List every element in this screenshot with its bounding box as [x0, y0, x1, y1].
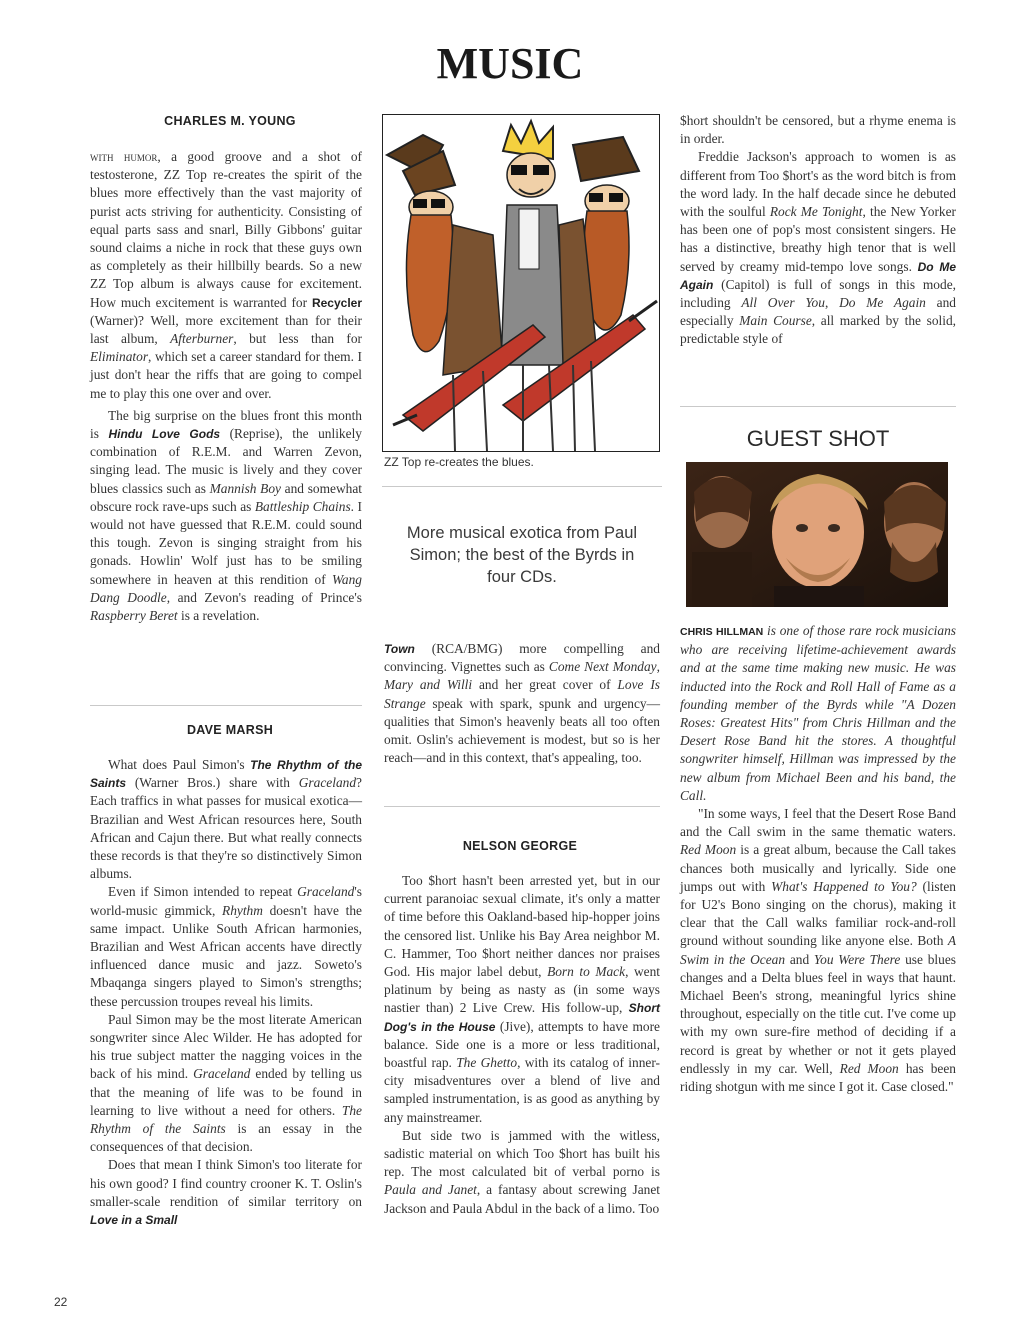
text-run: doesn't have the same impact. Unlike South African harmonies, Brazilian and West African accents have directly influenced dance music and jazz. Soweto's Mbaqanga singers played to Simon's strengths; these percussion troupes reveal his limits. [90, 902, 362, 1009]
text-run: , went platinum by being as nasty as (in some ways nastier than) 2 Live Crew. His follow-up, [384, 964, 660, 1016]
text-run: Even if Simon intended to repeat [108, 884, 298, 900]
text-run: is an essay in the consequences of that decision. [90, 1121, 362, 1155]
byline-george: NELSON GEORGE [462, 839, 578, 853]
album-title: Hindu Love Gods [108, 427, 221, 442]
text-run: (Warner)? Well, more excitement than for their last album, [90, 312, 362, 347]
text-run: , but less than for [233, 331, 362, 347]
song-title: Mannish Boy [209, 480, 281, 496]
text-run: , [824, 295, 840, 311]
paragraph [90, 148, 362, 403]
zz-top-cartoon-image [383, 115, 659, 451]
song-title: Love Is Strange [384, 677, 660, 711]
album-title: Town [384, 642, 415, 656]
text-run: and especially [680, 295, 956, 329]
text-run: Does that mean I think Simon's too literate for his own good? I find country crooner K. T. Oslin's smaller-scale rendition of similar territory on [90, 1157, 362, 1209]
text-run: (listen for U2's Bono singing on the chorus), making it clear that the Call walks familiar rock-and-roll ground without sounding like anyone else. Both [680, 878, 956, 949]
paragraph [384, 1127, 660, 1218]
paragraph: $hort shouldn't be censored, but a rhyme enema is in order. [680, 113, 956, 147]
text-run: and somewhat obscure rock rave-ups such as [90, 480, 362, 514]
song-title: The Ghetto [456, 1055, 518, 1071]
album-title: Short Dog's in the House [384, 1001, 660, 1034]
text-run: and her great cover of [472, 677, 618, 693]
album-title: Do Me Again [680, 259, 956, 292]
text-run: (Capitol) is full of songs in this mode, including [680, 276, 956, 311]
text-run: and [785, 951, 814, 967]
text-run: But side two is jammed with the witless, sadistic material on which Too $hort has built his rep. The most calculated bit of verbal porno is [384, 1127, 660, 1180]
section-divider [382, 486, 662, 487]
text-run: use blues changes and a Delta blues feel in ways that haunt. Michael Been's strong, meaningful lyrics shine throughout, especially on the title cut. I've come up with my own sure-fire method of deciding if a record is great by whether or not it gets played endlessly in my car. Well, [680, 951, 956, 1076]
column-marsh [90, 756, 362, 1229]
text-run: is one of those rare rock musicians who are receiving lifetime-achievement awards and at the same time making new music. He was inducted into the Rock and Roll Hall of Fame as a founding member of the Byrds while "A Dozen Roses: Greatest Hits" from Chris Hillman and the Desert Rose Band hit the stores. A thoughtful songwriter himself, Hillman was impressed by the new album from Michael Been and his band, the Call. [680, 623, 956, 803]
illustration-caption: ZZ Top re-creates the blues. [384, 455, 534, 469]
album-title: Red Moon [839, 1060, 899, 1076]
guest-shot-body [680, 622, 956, 1096]
text-run: (Reprise), the unlikely combination of R.E.M. and Warren Zevon, singing lead. The music is lively and they cover blues classics such as [90, 426, 362, 496]
song-title: Paula and Janet [384, 1182, 477, 1198]
song-title: Come Next Monday [548, 659, 657, 675]
text-run: Too $hort hasn't been arrested yet, but in our current paranoiac sexual climate, it's only a matter of time before this Oakland-based hip-hopper joins the censored list. Unlike his Bay Area neighbor M. C. Hammer, Too $hort neither dances nor praises God. His major label debut, [384, 873, 660, 980]
paragraph [384, 640, 660, 767]
text-run: (RCA/BMG) more compelling and convincing. Vignettes such as [384, 641, 660, 675]
album-title: Graceland [193, 1066, 251, 1082]
guest-shot-heading: GUEST SHOT [746, 426, 890, 451]
text-run: (Warner Bros.) share with [126, 775, 299, 791]
song-title: All Over You [741, 295, 825, 311]
text-run: (Jive), attempts to have more balance. Side one is a more or less traditional, boastful rap. [384, 1018, 660, 1071]
column-marsh-continued [384, 640, 660, 767]
column-young [90, 148, 362, 625]
text-run: speak with spark, spunk and urgency—qualities that Simon's heavenly beats all too often omit. Oslin's achievement is modest, but so is her reach—and in this context, that's appealing, too. [384, 695, 660, 766]
album-title: Graceland [297, 884, 355, 900]
text-run: Freddie Jackson's approach to women is as different from Too $hort's as the word bitch is from the word lady. In the half decade since he debuted with the soulful [680, 149, 956, 220]
page-number: 22 [54, 1295, 68, 1309]
paragraph [90, 407, 362, 625]
pull-quote: More musical exotica from Paul Simon; the best of the Byrds in four CDs. [406, 524, 638, 586]
album-title: Eliminator [90, 349, 149, 365]
text-run: ended by telling us that the meaning of life was to be found in learning to live without a need for others. [90, 1066, 362, 1118]
paragraph [384, 872, 660, 1127]
guest-name: CHRIS HILLMAN [680, 626, 764, 638]
text-run: , and Zevon's reading of Prince's [166, 589, 362, 605]
paragraph [680, 148, 956, 348]
album-title: Rhythm [222, 902, 263, 918]
text-run: is a great album, because the Call takes chances both musically and lyrically. Side one jumps out with [680, 842, 956, 894]
page-title: MUSIC [436, 39, 584, 88]
paragraph [90, 883, 362, 1010]
byline-marsh: DAVE MARSH [186, 723, 274, 737]
song-title: Rock Me Tonight [769, 204, 863, 220]
paragraph [90, 1011, 362, 1157]
song-title: Raspberry Beret [90, 608, 178, 624]
text-run: . I would not have guessed that R.E.M. could sound this tough. Zevon is singing straight from his gonads. Howlin' Wolf just has to be smiling somewhere in heaven at this rendition of [90, 498, 362, 587]
column-george-continued [680, 112, 956, 349]
text-run: has been riding shotgun with me since I got it. Case closed." [680, 1060, 956, 1095]
text-run: "In some ways, I feel that the Desert Rose Band and the Call swim in the same thematic waters. [680, 806, 956, 840]
text-run: What does Paul Simon's [108, 757, 251, 772]
text-run: ? Each traffics in what passes for musical exotica—Brazilian and West African resources here, South African and Cajun there. But what really connects these records is that they're so distinctively Simon albums. [90, 775, 362, 882]
column-george [384, 872, 660, 1218]
paragraph [90, 756, 362, 883]
song-title: What's Happened to You? [771, 878, 917, 894]
album-title: Love in a Small [90, 1213, 178, 1228]
album-title: Afterburner [170, 331, 234, 347]
text-run: , with its catalog of inner-city misadventures over a blend of live and sampled instrumentation, is as good as anything by any mainstreamer. [384, 1055, 660, 1125]
text-run: , which set a career standard for them. I just don't hear the riffs that are going to compel me to play this one over and over. [90, 349, 362, 401]
album-title: Graceland [298, 775, 357, 791]
text-run: , the New Yorker has been one of pop's most consistent singers. He has a distinctive, breathy high tenor that is well served by creamy mid-tempo love songs. [680, 204, 957, 274]
section-divider [384, 806, 660, 807]
album-title: The Rhythm of the Saints [90, 758, 363, 791]
song-title: Do Me Again [839, 295, 926, 311]
lead-in: with humor [90, 149, 158, 164]
song-title: Mary and Willi [384, 677, 473, 693]
album-title: The Rhythm of the Saints [90, 1102, 362, 1137]
album-title: Recycler [311, 295, 362, 310]
text-run: Paul Simon may be the most literate American songwriter since Alec Wilder. He has adopted for his true subject matter the nagging voices in the back of his mind. [90, 1011, 362, 1082]
text-run: , a good groove and a shot of testosterone, ZZ Top re-creates the spirit of the blues more effectively than the vast majority of purist acts striving for authenticity. Consisting of equal parts sass and snarl, Billy Gibbons' guitar sound claims a niche in rock that these guys own as completely as their hillbilly beards. So a new ZZ Top album is always cause for excitement. How much excitement is warranted for [90, 149, 362, 310]
zz-top-illustration [382, 114, 660, 452]
text-run: , all marked by the solid, predictable style of [680, 313, 956, 347]
section-divider [90, 705, 362, 706]
guest-quote [680, 805, 956, 1096]
album-title: Red Moon [680, 842, 737, 858]
album-title: Born to Mack [547, 964, 626, 980]
section-divider [680, 406, 956, 407]
text-run: , a fantasy about screwing Janet Jackson and Paula Abdul in the back of a limo. Too [384, 1182, 660, 1216]
song-title: Wang Dang Doodle [90, 571, 362, 605]
song-title: Battleship Chains [254, 498, 351, 514]
text-run: is a revelation. [177, 608, 260, 624]
guest-intro [680, 622, 956, 805]
band-portrait-image [686, 462, 948, 607]
text-run: The big surprise on the blues front this month is [90, 407, 362, 442]
song-title: A Swim in the Ocean [680, 933, 956, 967]
chris-hillman-photo [686, 462, 948, 607]
song-title: You Were There [813, 951, 901, 967]
song-title: Main Course [739, 313, 812, 329]
text-run: , [656, 659, 660, 675]
text-run: 's world-music gimmick, [90, 884, 362, 918]
paragraph [90, 1156, 362, 1229]
byline-young: CHARLES M. YOUNG [164, 114, 296, 128]
